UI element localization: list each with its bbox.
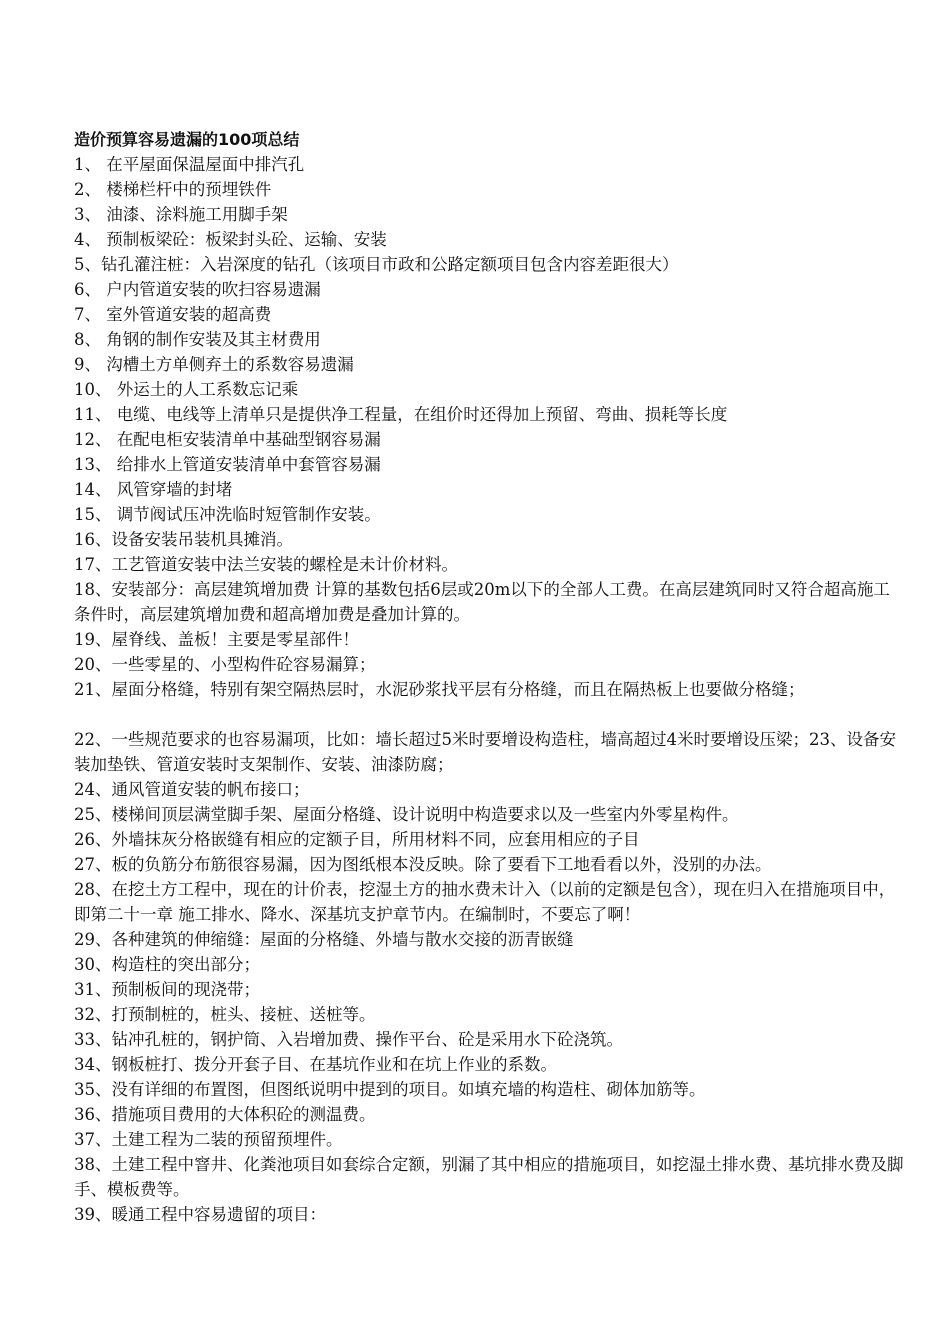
- list-item: 7、 室外管道安装的超高费: [74, 305, 272, 324]
- list-item: 13、 给排水上管道安装清单中套管容易漏: [74, 455, 381, 474]
- list-item: 31、预制板间的现浇带；: [74, 980, 260, 999]
- document-body: [74, 127, 904, 1227]
- list-item: 20、一些零星的、小型构件砼容易漏算；: [74, 655, 376, 674]
- list-item: 16、设备安装吊装机具摊消。: [74, 530, 293, 549]
- list-item: 28、在挖土方工程中，现在的计价表，挖湿土方的抽水费未计入（以前的定额是包含），现在归入在措施项目中，即第二十一章 施工排水、降水、深基坑支护章节内。在编制时，不要忘了啊！: [74, 880, 896, 924]
- document-title: 造价预算容易遗漏的100项总结: [74, 130, 300, 149]
- list-item: 18、安装部分：高层建筑增加费 计算的基数包括6层或20m以下的全部人工费。在高层建筑同时又符合超高施工条件时，高层建筑增加费和超高增加费是叠加计算的。: [74, 580, 890, 624]
- list-item: 34、钢板桩打、拨分开套子目、在基坑作业和在坑上作业的系数。: [74, 1055, 557, 1074]
- list-item: 11、 电缆、电线等上清单只是提供净工程量，在组价时还得加上预留、弯曲、损耗等长度: [74, 405, 728, 424]
- list-item: 30、构造柱的突出部分；: [74, 955, 260, 974]
- list-item: 29、各种建筑的伸缩缝：屋面的分格缝、外墙与散水交接的沥青嵌缝: [74, 930, 574, 949]
- list-item: 9、 沟槽土方单侧弃土的系数容易遗漏: [74, 355, 354, 374]
- list-item: 36、措施项目费用的大体积砼的测温费。: [74, 1105, 376, 1124]
- list-item: 25、楼梯间顶层满堂脚手架、屋面分格缝、设计说明中构造要求以及一些室内外零星构件。: [74, 805, 739, 824]
- list-item: 6、 户内管道安装的吹扫容易遗漏: [74, 280, 321, 299]
- list-item: 19、屋脊线、盖板！主要是零星部件！: [74, 630, 359, 649]
- list-item: 14、 风管穿墙的封堵: [74, 480, 233, 499]
- list-item: 32、打预制桩的，桩头、接桩、送桩等。: [74, 1005, 376, 1024]
- blank-line: [74, 702, 904, 727]
- list-item: 4、 预制板梁砼：板梁封头砼、运输、安装: [74, 230, 387, 249]
- list-item: 35、没有详细的布置图，但图纸说明中提到的项目。如填充墙的构造柱、砌体加筋等。: [74, 1080, 706, 1099]
- list-item: 27、板的负筋分布筋很容易漏，因为图纸根本没反映。除了要看下工地看看以外，没别的办法。: [74, 855, 772, 874]
- list-item: 8、 角钢的制作安装及其主材费用: [74, 330, 321, 349]
- list-item: 22、一些规范要求的也容易漏项，比如：墙长超过5米时要增设构造柱，墙高超过4米时要增设压梁；23、设备安装加垫铁、管道安装时支架制作、安装、油漆防腐；: [74, 730, 896, 774]
- list-item: 1、 在平屋面保温屋面中排汽孔: [74, 155, 305, 174]
- list-item: 37、土建工程为二装的预留预埋件。: [74, 1130, 343, 1149]
- list-item: 15、 调节阀试压冲洗临时短管制作安装。: [74, 505, 381, 524]
- list-item: 12、 在配电柜安装清单中基础型钢容易漏: [74, 430, 381, 449]
- list-item: 17、工艺管道安装中法兰安装的螺栓是未计价材料。: [74, 555, 458, 574]
- list-item: 2、 楼梯栏杆中的预埋铁件: [74, 180, 272, 199]
- list-item: 3、 油漆、涂料施工用脚手架: [74, 205, 288, 224]
- list-item: 38、土建工程中窨井、化粪池项目如套综合定额，别漏了其中相应的措施项目，如挖湿土排水费、基坑排水费及脚手、模板费等。: [74, 1155, 904, 1199]
- list-item: 21、屋面分格缝，特别有架空隔热层时，水泥砂浆找平层有分格缝，而且在隔热板上也要做分格缝；: [74, 680, 805, 699]
- list-item: 33、钻冲孔桩的，钢护筒、入岩增加费、操作平台、砼是采用水下砼浇筑。: [74, 1030, 623, 1049]
- list-item: 39、暖通工程中容易遗留的项目：: [74, 1205, 326, 1224]
- list-item: 24、通风管道安装的帆布接口；: [74, 780, 310, 799]
- list-item: 10、 外运土的人工系数忘记乘: [74, 380, 299, 399]
- list-item: 26、外墙抹灰分格嵌缝有相应的定额子目，所用材料不同，应套用相应的子目: [74, 830, 640, 849]
- list-item: 5、钻孔灌注桩：入岩深度的钻孔（该项目市政和公路定额项目包含内容差距很大）: [74, 255, 679, 274]
